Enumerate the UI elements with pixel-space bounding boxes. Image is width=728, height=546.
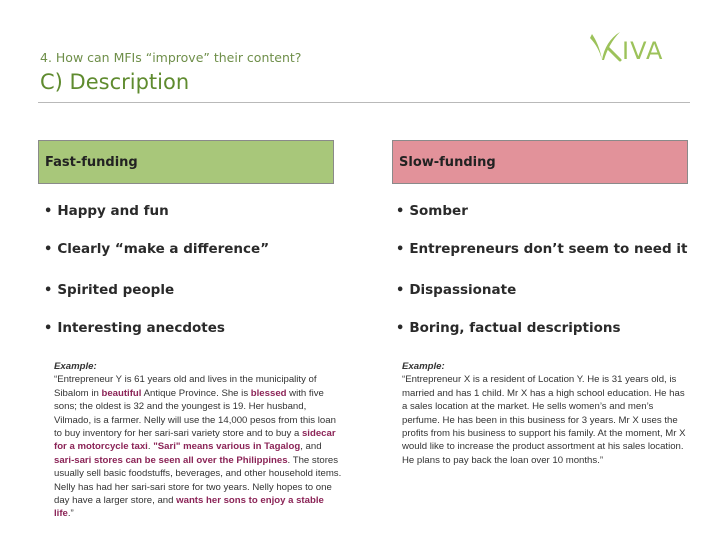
example-highlight: sidecar for a motorcycle taxi xyxy=(54,428,336,453)
bullet-dot-icon: • xyxy=(396,241,405,257)
slow-funding-example xyxy=(402,360,688,467)
slow-bullet-text: Somber xyxy=(409,203,468,219)
kiva-logo-graphic xyxy=(586,26,682,66)
example-highlight: "Sari" means various in Tagalog xyxy=(153,441,301,453)
bullet-dot-icon: • xyxy=(44,320,53,336)
fast-funding-header xyxy=(38,140,334,184)
slow-bullet-text: Boring, factual descriptions xyxy=(409,320,621,336)
bullet-dot-icon: • xyxy=(396,203,405,219)
slow-funding-header-label: Slow-funding xyxy=(399,154,496,170)
example-label: Example: xyxy=(54,361,97,372)
fast-bullet xyxy=(44,203,169,219)
fast-bullet-text: Spirited people xyxy=(57,282,175,298)
bullet-dot-icon: • xyxy=(396,282,405,298)
title-divider xyxy=(38,102,690,103)
section-subtitle: 4. How can MFIs “improve” their content? xyxy=(40,50,302,65)
example-text-run: with five sons; the oldest is 32 and the youngest is 19. Her husband, Vilmado, is a farmer. Nelly will use the 14,000 pesos from this loan to buy inventory for her sari-sari variety store and to buy a xyxy=(54,387,336,440)
example-text: “Entrepreneur X is a resident of Location Y. He is 31 years old, is married and has 1 child. Mr X has a high school education. He has a sales location at the market. He sells women’s and men’s perfume. He has been in this business for 3 years. Mr X uses the profits from his business to support his family. At the moment, Mr X would like to increase the product assortment at his sales location. He plans to pay back the loan over 10 months.” xyxy=(402,374,686,466)
slow-bullet-text: Entrepreneurs don’t seem to need it xyxy=(409,241,688,257)
bullet-dot-icon: • xyxy=(44,282,53,298)
example-highlight: beautiful xyxy=(101,387,142,399)
example-highlight: sari-sari stores can be seen all over the Philippines xyxy=(54,454,288,466)
example-text-run: .” xyxy=(67,508,74,520)
example-text-run: “Entrepreneur Y is 61 years old and lives in the municipality of Sibalom in xyxy=(54,374,317,399)
svg-text:IVA: IVA xyxy=(622,37,664,65)
slow-bullet xyxy=(396,203,468,219)
slow-bullet xyxy=(396,282,516,298)
bullet-dot-icon: • xyxy=(44,203,53,219)
example-text-run: . xyxy=(147,441,154,453)
fast-bullet xyxy=(44,320,225,336)
bullet-dot-icon: • xyxy=(44,241,53,257)
slow-funding-header xyxy=(392,140,688,184)
fast-bullet xyxy=(44,282,174,298)
example-text xyxy=(54,373,344,520)
kiva-logo xyxy=(586,26,682,66)
fast-funding-example xyxy=(54,360,344,521)
fast-bullet-text: Happy and fun xyxy=(57,203,169,219)
fast-bullet xyxy=(44,241,269,257)
fast-bullet-text: Interesting anecdotes xyxy=(57,320,225,336)
example-highlight: wants her sons to enjoy a stable life xyxy=(54,495,324,520)
example-text-run: , and xyxy=(300,441,322,453)
example-text-run: Antique Province. She is xyxy=(141,387,251,399)
slow-bullet-text: Dispassionate xyxy=(409,282,517,298)
example-text-run: . The stores usually sell basic foodstuffs, beverages, and other household items. Nelly has had her sari-sari store for two years. Nelly hopes to one day have a larger store, and xyxy=(54,454,342,507)
slow-bullet xyxy=(396,241,687,257)
example-highlight: blessed xyxy=(250,387,287,399)
bullet-dot-icon: • xyxy=(396,320,405,336)
example-label: Example: xyxy=(402,361,445,372)
page-title: C) Description xyxy=(40,70,190,94)
fast-funding-header-label: Fast-funding xyxy=(45,154,138,170)
fast-bullet-text: Clearly “make a difference” xyxy=(57,241,270,257)
slow-bullet xyxy=(396,320,621,336)
